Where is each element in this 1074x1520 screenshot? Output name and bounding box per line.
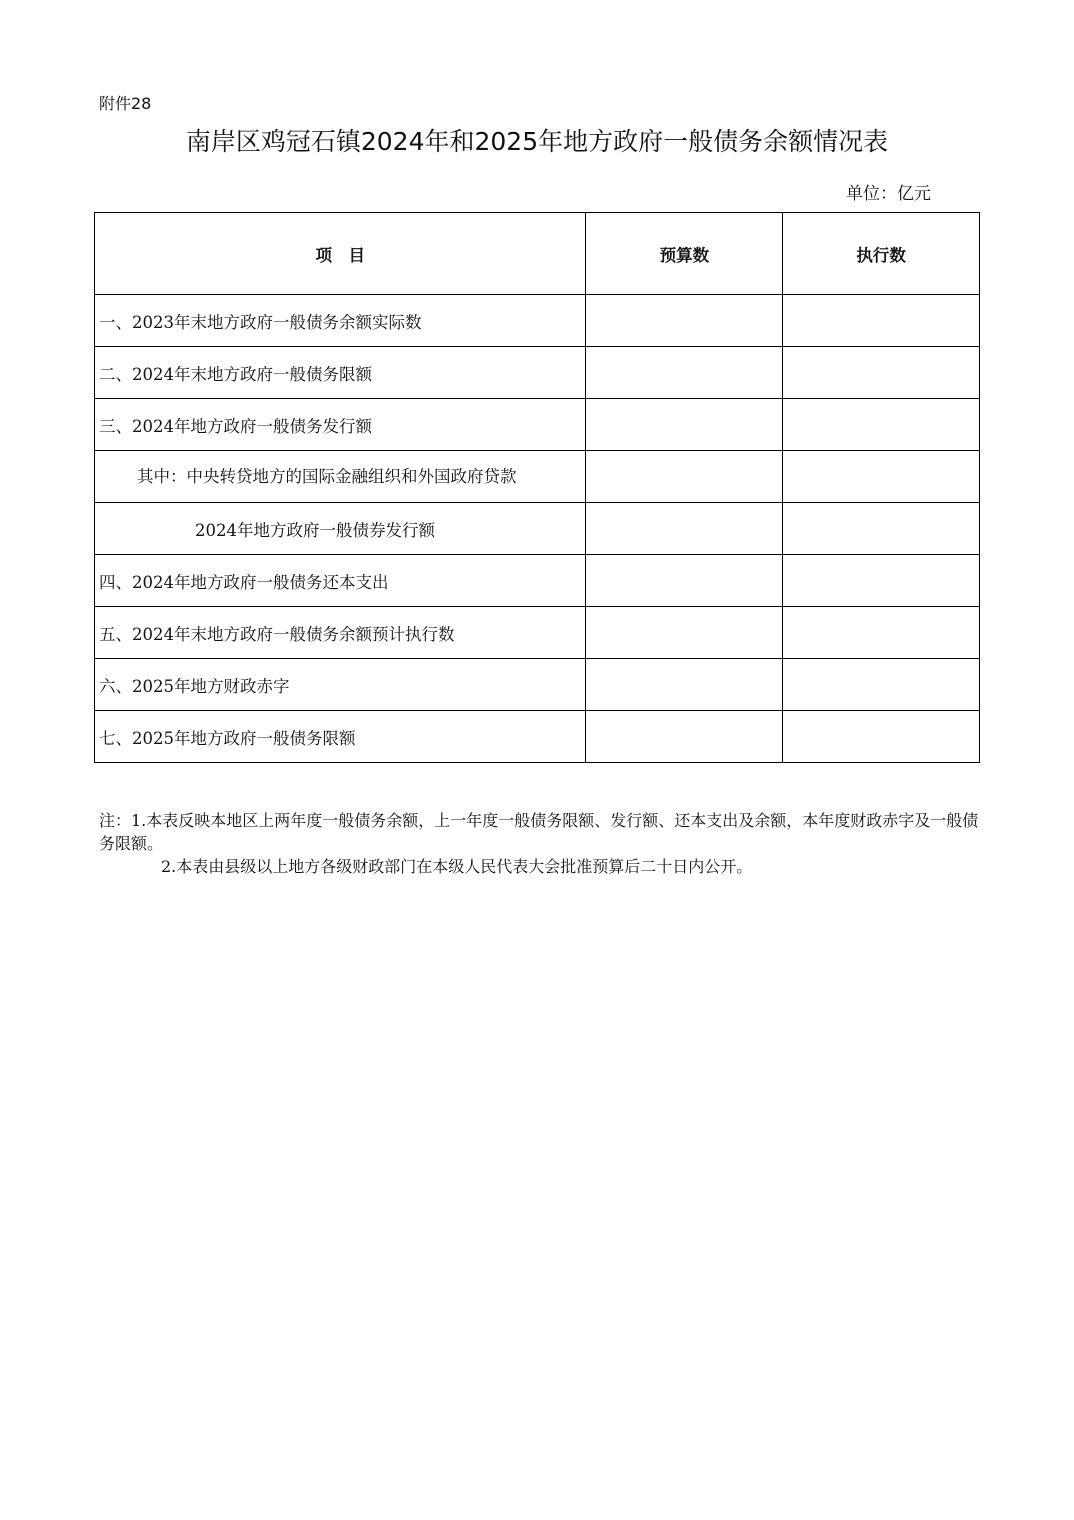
debt-table	[94, 212, 980, 763]
row-budget	[586, 711, 783, 763]
table-row	[95, 659, 980, 711]
row-item: 一、2023年末地方政府一般债务余额实际数	[95, 295, 586, 347]
row-item: 五、2024年末地方政府一般债务余额预计执行数	[95, 607, 586, 659]
header-actual: 执行数	[783, 213, 980, 295]
row-actual	[783, 503, 980, 555]
row-budget	[586, 659, 783, 711]
row-actual	[783, 711, 980, 763]
row-item: 三、2024年地方政府一般债务发行额	[95, 399, 586, 451]
row-actual	[783, 659, 980, 711]
row-budget	[586, 399, 783, 451]
table-row	[95, 295, 980, 347]
table-header	[95, 213, 980, 295]
notes	[99, 809, 979, 878]
table-row	[95, 451, 980, 503]
row-actual	[783, 555, 980, 607]
row-budget	[586, 555, 783, 607]
row-budget	[586, 347, 783, 399]
table-row	[95, 711, 980, 763]
attachment-label: 附件28	[99, 94, 152, 113]
page-title: 南岸区鸡冠石镇2024年和2025年地方政府一般债务余额情况表	[185, 127, 889, 156]
row-budget	[586, 607, 783, 659]
row-actual	[783, 347, 980, 399]
note-1: 注：1.本表反映本地区上两年度一般债务余额，上一年度一般债务限额、发行额、还本支出及余额，本年度财政赤字及一般债务限额。	[99, 811, 979, 853]
row-item: 二、2024年末地方政府一般债务限额	[95, 347, 586, 399]
row-actual	[783, 295, 980, 347]
row-item: 六、2025年地方财政赤字	[95, 659, 586, 711]
row-budget	[586, 295, 783, 347]
header-item: 项 目	[95, 213, 586, 295]
row-item: 七、2025年地方政府一般债务限额	[95, 711, 586, 763]
unit-label: 单位：亿元	[846, 184, 931, 204]
note-2: 2.本表由县级以上地方各级财政部门在本级人民代表大会批准预算后二十日内公开。	[161, 857, 753, 876]
table-row	[95, 607, 980, 659]
row-budget	[586, 451, 783, 503]
row-budget	[586, 503, 783, 555]
row-actual	[783, 451, 980, 503]
row-item: 2024年地方政府一般债券发行额	[95, 503, 586, 555]
table-row	[95, 347, 980, 399]
table-row	[95, 555, 980, 607]
row-item: 四、2024年地方政府一般债务还本支出	[95, 555, 586, 607]
row-actual	[783, 607, 980, 659]
table-row	[95, 399, 980, 451]
row-actual	[783, 399, 980, 451]
header-budget: 预算数	[586, 213, 783, 295]
row-item: 其中：中央转贷地方的国际金融组织和外国政府贷款	[95, 451, 586, 503]
table-row	[95, 503, 980, 555]
